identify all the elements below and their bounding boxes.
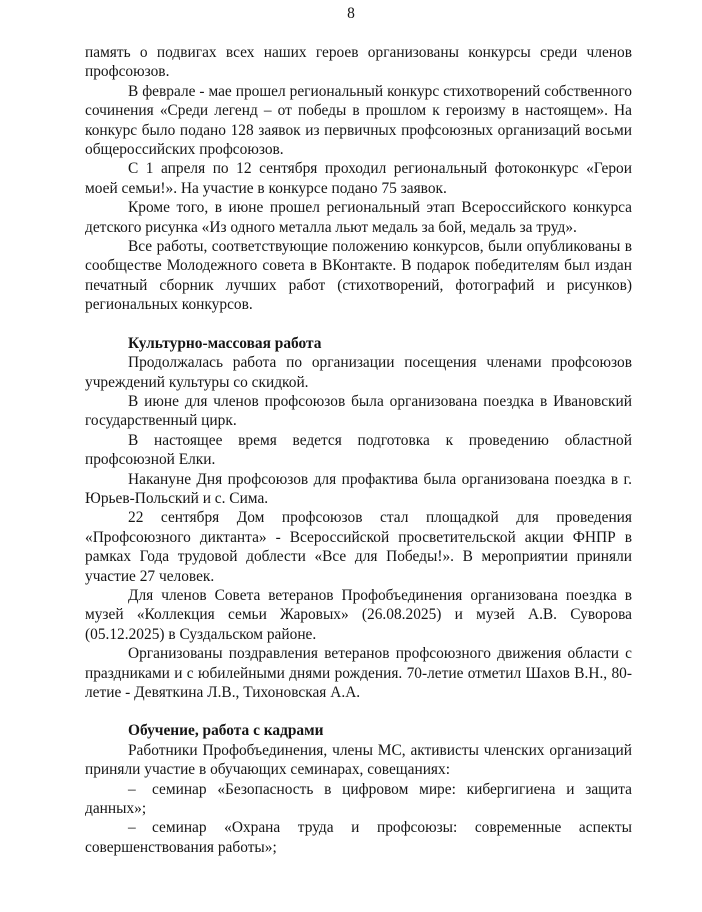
paragraph: В июне для членов профсоюзов была организована поездка в Ивановский государственный цирк. <box>85 392 632 430</box>
paragraph: Накануне Дня профсоюзов для профактива была организована поездка в г. Юрьев-Польский и с. Сима. <box>85 470 632 507</box>
dash-marker: – <box>128 780 136 798</box>
paragraph: Работники Профобъединения, члены МС, активисты членских организаций приняли участие в обучающих семинарах, совещаниях: <box>85 741 632 779</box>
list-item <box>85 818 632 857</box>
paragraph: Для членов Совета ветеранов Профобъединения организована поездка в музей «Коллекция семьи Жаровых» (26.08.2025) и музей А.В. Суворова (05.12.2025) в Суздальском районе. <box>85 586 632 643</box>
section-heading-training: Обучение, работа с кадрами <box>128 722 324 740</box>
dash-marker: – <box>128 819 136 837</box>
paragraph: 22 сентября Дом профсоюзов стал площадкой для проведения «Профсоюзного диктанта» - Всероссийской просветительской акции ФНПР в рамках Года трудовой доблести «Все для Победы!». В мероприятии приняли участие 27 человек. <box>85 509 632 585</box>
paragraph: Продолжалась работа по организации посещения членами профсоюзов учреждений культуры со скидкой. <box>85 354 632 391</box>
paragraph: Организованы поздравления ветеранов профсоюзного движения области с праздниками и с юбилейными днями рождения. 70-летие отметил Шахов В.Н., 80-летие - Девяткина Л.В., Тихоновская А.А. <box>85 645 632 701</box>
section-gap <box>85 702 632 721</box>
list-item-text: семинар «Охрана труда и профсоюзы: современные аспекты совершенствования работы»; <box>85 819 632 856</box>
list-item <box>85 780 632 819</box>
section-heading-culture: Культурно-массовая работа <box>128 334 322 352</box>
paragraph: память о подвигах всех наших героев организованы конкурсы среди членов профсоюзов. <box>85 44 632 81</box>
document-body <box>85 43 632 857</box>
section-gap <box>85 315 632 334</box>
paragraph: Кроме того, в июне прошел региональный этап Всероссийского конкурса детского рисунка «Из одного металла льют медаль за бой, медаль за труд». <box>85 199 632 236</box>
page-number: 8 <box>347 5 355 22</box>
paragraph: Все работы, соответствующие положению конкурсов, были опубликованы в сообществе Молодежного совета в ВКонтакте. В подарок победителям был издан печатный сборник лучших работ (стихотворений, фотографий и рисунков) региональных конкурсов. <box>85 238 632 314</box>
list-item-text: семинар «Безопасность в цифровом мире: кибергигиена и защита данных»; <box>85 780 632 818</box>
paragraph: В настоящее время ведется подготовка к проведению областной профсоюзной Елки. <box>85 431 632 469</box>
paragraph: С 1 апреля по 12 сентября проходил региональный фотоконкурс «Герои моей семьи!». На участие в конкурсе подано 75 заявок. <box>85 160 632 197</box>
paragraph: В феврале - мае прошел региональный конкурс стихотворений собственного сочинения «Среди легенд – от победы в прошлом к героизму в настоящем». На конкурс было подано 128 заявок из первичных профсоюзных организаций восьми общероссийских профсоюзов. <box>85 82 632 159</box>
